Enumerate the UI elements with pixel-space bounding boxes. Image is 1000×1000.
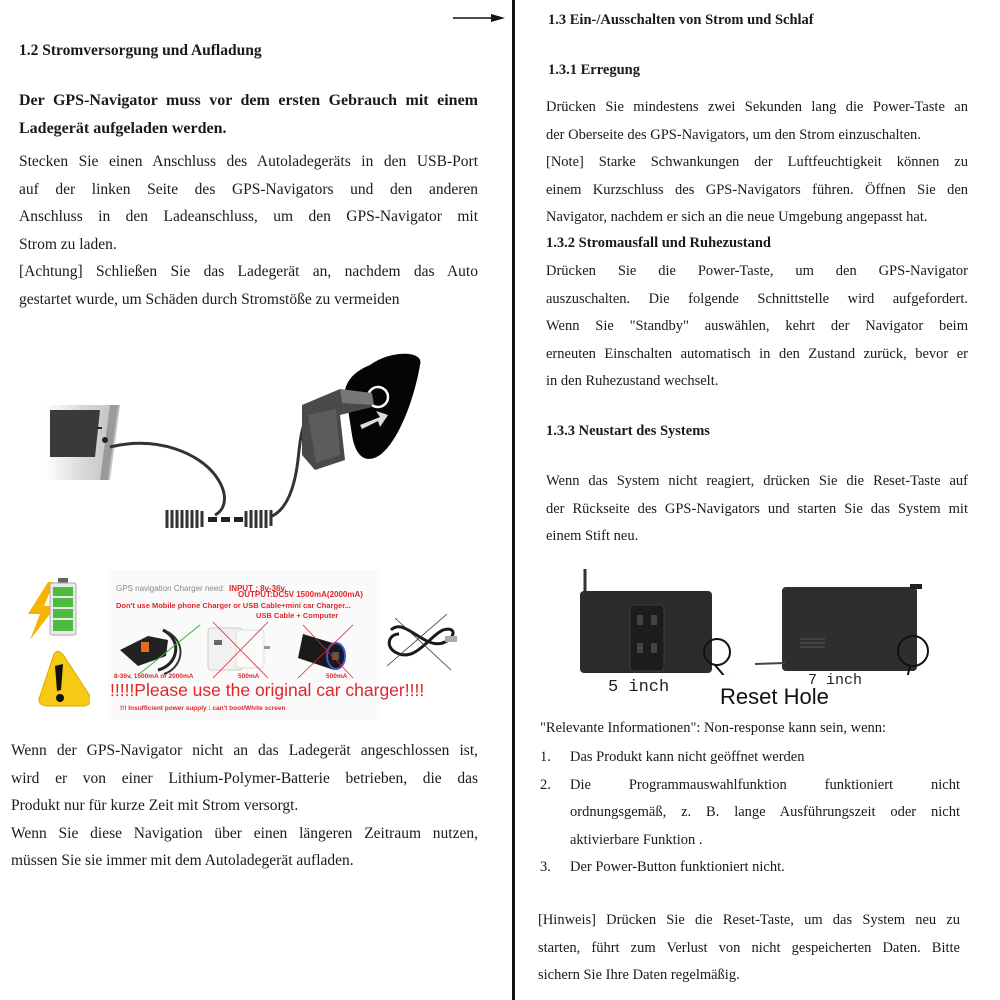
text-line: Navigator, nachdem er sich an die neue Umgebung angepasst hat. [546,209,928,225]
dont-use-warning: Don't use Mobile phone Charger or USB Cable+mini car Charger... [116,601,351,610]
original-charger-icon [120,625,200,675]
paragraph-reset [546,468,968,551]
bold-intro-line: Der GPS-Navigator muss vor dem ersten Gebrauch mit einem [19,92,478,109]
subsection-title-1-3-3: 1.3.3 Neustart des Systems [546,423,710,439]
list-text: aktivierbare Funktion . [570,831,703,848]
text-line: Wenn Sie "Standby" auswählen, kehrt der Navigator beim [546,318,968,334]
list-text: ordnungsgemäß, z. B. lange Ausführungszeit oder nicht [570,804,960,820]
list-number: 2. [540,776,551,793]
battery-warning-icons [20,578,90,718]
text-line: in den Ruhezustand wechselt. [546,373,719,389]
page-divider [512,0,515,1000]
list-item [540,854,960,882]
battery-full-icon [50,578,76,635]
output-spec: OUTPUT:DC5V 1500mA(2000mA) [238,590,363,599]
text-line: erneuten Einschalten automatisch in den Zustand zurück, bevor er [546,345,968,362]
gps-7inch-back-icon [755,584,928,675]
list-text: Der Power-Button funktioniert nicht. [570,859,785,875]
paragraph-standby [546,258,968,396]
text-line: [Note] Starke Schwankungen der Luftfeuchtigkeit können zu [546,154,968,170]
text-line: gestartet wurde, um Schäden durch Stromstöße zu vermeiden [19,290,400,308]
insufficient-power-footnote: !!! Insufficient power supply : can't boot/White screen [120,705,286,712]
charger-need-label: GPS navigation Charger need: [116,584,225,593]
text-line: [Hinweis] Drücken Sie die Reset-Taste, um das System neu zu [538,912,960,928]
text-line: Drücken Sie mindestens zwei Sekunden lang die Power-Taste an [546,99,968,115]
subsection-title-1-3-1: 1.3.1 Erregung [548,62,640,78]
text-line: Stecken Sie einen Anschluss des Autoladegeräts in den USB-Port [19,153,478,170]
coiled-cable-right [246,510,271,528]
section-title-1-3: 1.3 Ein-/Ausschalten von Strom und Schlaf [548,12,814,28]
text-line: Produkt nur für kurze Zeit mit Strom versorgt. [11,797,299,814]
label-7-inch: 7 inch [808,672,863,689]
paragraph-power-on [546,94,968,232]
label-5-inch: 5 inch [608,678,670,697]
text-line: der Oberseite des GPS-Navigators, um den Strom einzuschalten. [546,126,921,143]
text-line: sichern Sie Ihre Daten regelmäßig. [538,967,740,983]
product-label-adapter: 500mA [238,673,260,680]
text-line: [Achtung] Schließen Sie das Ladegerät an, nachdem das Auto [19,263,478,280]
paragraph-hint [538,907,960,990]
charger-product-images [108,620,380,680]
charger-requirements-banner [108,570,425,720]
text-line: einem Stift neu. [546,528,639,544]
text-line: Wenn der GPS-Navigator nicht an das Ladegerät angeschlossen ist, [11,742,478,759]
gps-device-icon [45,405,120,480]
input-spec: INPUT : 8v-36v. [228,584,287,593]
non-response-list [540,744,960,882]
product-label-original: 8-36v, 1500mA or 2000mA [114,673,194,680]
list-number: 1. [540,749,551,765]
usb-cable-icon [385,612,465,672]
text-line: Drücken Sie die Power-Taste, um den GPS-Navigator [546,263,968,279]
list-text: Die Programmauswahlfunktion funktioniert nicht [570,776,960,793]
list-item [540,744,960,772]
gps-devices-back-figure [575,565,975,675]
list-number: 3. [540,859,551,875]
subsection-title-1-3-2: 1.3.2 Stromausfall und Ruhezustand [546,235,771,251]
relevant-info-intro: "Relevante Informationen": Non-response kann sein, wenn: [540,720,887,736]
reset-hole-label: Reset Hole [720,684,829,709]
section-title-1-2: 1.2 Stromversorgung und Aufladung [19,42,262,59]
paragraph-battery-info [11,737,478,875]
list-item [540,772,960,855]
text-line: auszuschalten. Die folgende Schnittstelle wird aufgefordert. [546,290,968,307]
paragraph-usb-connection [19,148,478,313]
text-line: einem Kurzschluss des GPS-Navigators führen. Öffnen Sie den [546,181,968,198]
text-line: Anschluss in den Ladeanschluss, um den GPS-Navigator mit [19,208,478,225]
text-line: wird er von einer Lithium-Polymer-Batterie betrieben, die das [11,769,478,787]
text-line: Wenn Sie diese Navigation über einen längeren Zeitraum nutzen, [11,824,478,842]
car-charger-illustration [40,345,430,535]
product-label-mini-charger: 500mA [326,673,348,680]
arrow-right-icon [453,14,505,22]
bold-intro-line: Ladegerät aufgeladen werden. [19,119,227,137]
wall-adapter-icon [208,622,270,678]
text-line: der Rückseite des GPS-Navigators und starten Sie das System mit [546,500,968,517]
text-line: auf der linken Seite des GPS-Navigators und den anderen [19,180,478,198]
dashed-cable-gap [208,517,243,522]
use-original-charger-headline: !!!!!Please use the original car charger!!!! [110,680,425,700]
text-line: müssen Sie sie immer mit dem Autoladegerät aufladen. [11,852,354,869]
gps-5inch-back-icon [580,569,731,675]
text-line: Wenn das System nicht reagiert, drücken Sie die Reset-Taste auf [546,473,968,489]
text-line: Strom zu laden. [19,235,117,253]
bold-intro [19,92,478,147]
dont-use-warning-2: USB Cable + Computer [256,611,339,620]
mini-car-charger-icon [298,625,353,678]
text-line: starten, führt zum Verlust von nicht gespeicherten Daten. Bitte [538,939,960,956]
list-text: Das Produkt kann nicht geöffnet werden [570,749,805,765]
coiled-cable-left [167,510,202,528]
warning-triangle-icon [39,651,90,706]
